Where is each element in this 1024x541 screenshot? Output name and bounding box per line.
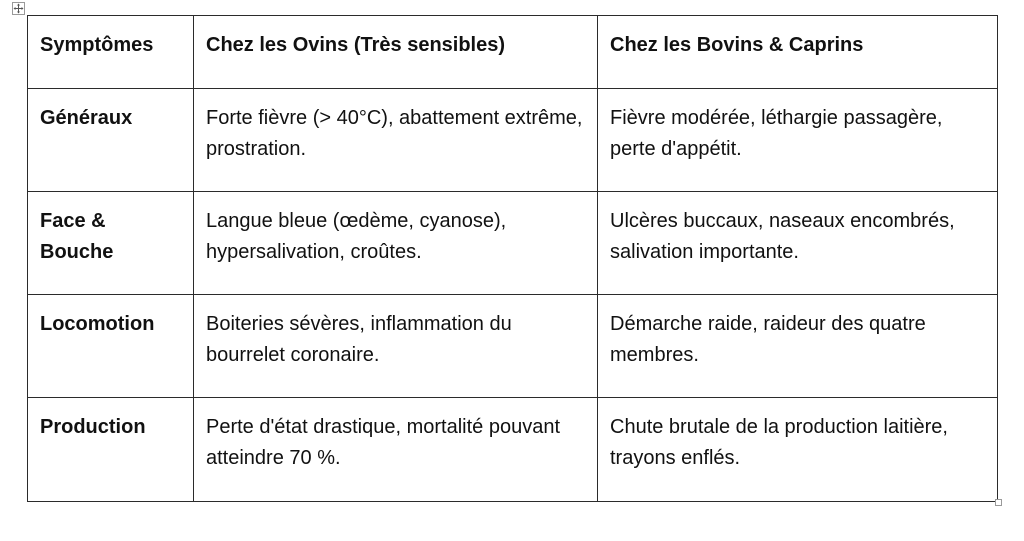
header-ovins: Chez les Ovins (Très sensibles) xyxy=(194,16,598,89)
table-header-row xyxy=(28,16,998,89)
row-label: Production xyxy=(28,398,194,502)
table-row xyxy=(28,295,998,398)
table-resize-handle-icon[interactable] xyxy=(995,499,1002,506)
row-label: Généraux xyxy=(28,89,194,192)
row-label: Face & Bouche xyxy=(28,192,194,295)
cell-bovins: Démarche raide, raideur des quatre membres. xyxy=(598,295,998,398)
cell-ovins: Langue bleue (œdème, cyanose), hypersalivation, croûtes. xyxy=(194,192,598,295)
header-symptomes: Symptômes xyxy=(28,16,194,89)
cell-ovins: Boiteries sévères, inflammation du bourrelet coronaire. xyxy=(194,295,598,398)
cell-bovins: Chute brutale de la production laitière, trayons enflés. xyxy=(598,398,998,502)
row-label: Locomotion xyxy=(28,295,194,398)
move-arrows-icon xyxy=(13,3,24,14)
cell-ovins: Perte d'état drastique, mortalité pouvant atteindre 70 %. xyxy=(194,398,598,502)
table-row xyxy=(28,398,998,502)
table-row xyxy=(28,192,998,295)
table-move-handle-icon[interactable] xyxy=(12,2,25,15)
cell-ovins: Forte fièvre (> 40°C), abattement extrême, prostration. xyxy=(194,89,598,192)
symptoms-table xyxy=(27,15,998,502)
header-bovins-caprins: Chez les Bovins & Caprins xyxy=(598,16,998,89)
cell-bovins: Fièvre modérée, léthargie passagère, perte d'appétit. xyxy=(598,89,998,192)
cell-bovins: Ulcères buccaux, naseaux encombrés, salivation importante. xyxy=(598,192,998,295)
table-row xyxy=(28,89,998,192)
